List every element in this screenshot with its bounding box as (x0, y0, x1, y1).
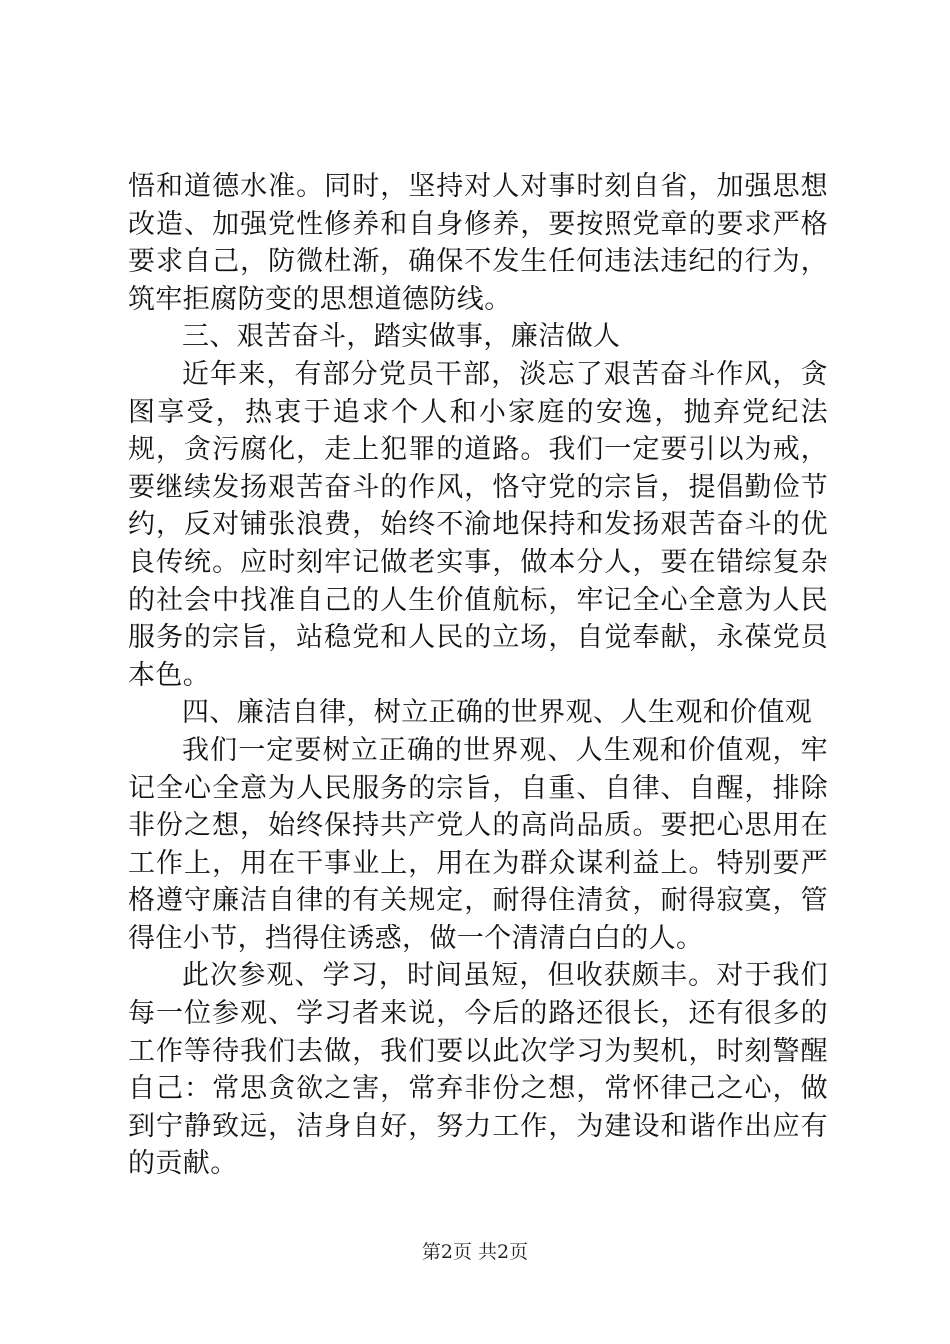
page-number-footer: 第2页 共2页 (421, 1241, 529, 1263)
paragraph-hard-work: 近年来，有部分党员干部，淡忘了艰苦奋斗作风，贪图享受，热衷于追求个人和小家庭的安逸，抛弃党纪法规，贪污腐化，走上犯罪的道路。我们一定要引以为戒，要继续发扬艰苦奋斗的作风，恪守党的宗旨，提倡勤俭节约，反对铺张浪费，始终不渝地保持和发扬艰苦奋斗的优良传统。应时刻牢记做老实事，做本分人，要在错综复杂的社会中找准自己的人生价值航标，牢记全心全意为人民服务的宗旨，站稳党和人民的立场，自觉奉献，永葆党员本色。 (128, 358, 828, 691)
paragraph-self-discipline: 我们一定要树立正确的世界观、人生观和价值观，牢记全心全意为人民服务的宗旨，自重、自律、自醒，排除非份之想，始终保持共产党人的高尚品质。要把心思用在工作上，用在干事业上，用在为群众谋利益上。特别要严格遵守廉洁自律的有关规定，耐得住清贫，耐得寂寞，管得住小节，挡得住诱惑，做一个清清白白的人。 (128, 734, 828, 954)
paragraph-conclusion: 此次参观、学习，时间虽短，但收获颇丰。对于我们每一位参观、学习者来说，今后的路还很长，还有很多的工作等待我们去做，我们要以此次学习为契机，时刻警醒自己：常思贪欲之害，常弃非份之想，常怀律己之心，做到宁静致远，洁身自好，努力工作，为建设和谐作出应有的贡献。 (128, 960, 828, 1180)
section-heading-3: 三、艰苦奋斗，踏实做事，廉洁做人 (182, 321, 621, 353)
paragraph-continuation: 悟和道德水准。同时，坚持对人对事时刻自省，加强思想改造、加强党性修养和自身修养，要按照党章的要求严格要求自己，防微杜渐，确保不发生任何违法违纪的行为，筑牢拒腐防变的思想道德防线。 (128, 171, 828, 315)
document-body (128, 168, 828, 1183)
section-heading-4: 四、廉洁自律，树立正确的世界观、人生观和价值观 (182, 697, 813, 729)
